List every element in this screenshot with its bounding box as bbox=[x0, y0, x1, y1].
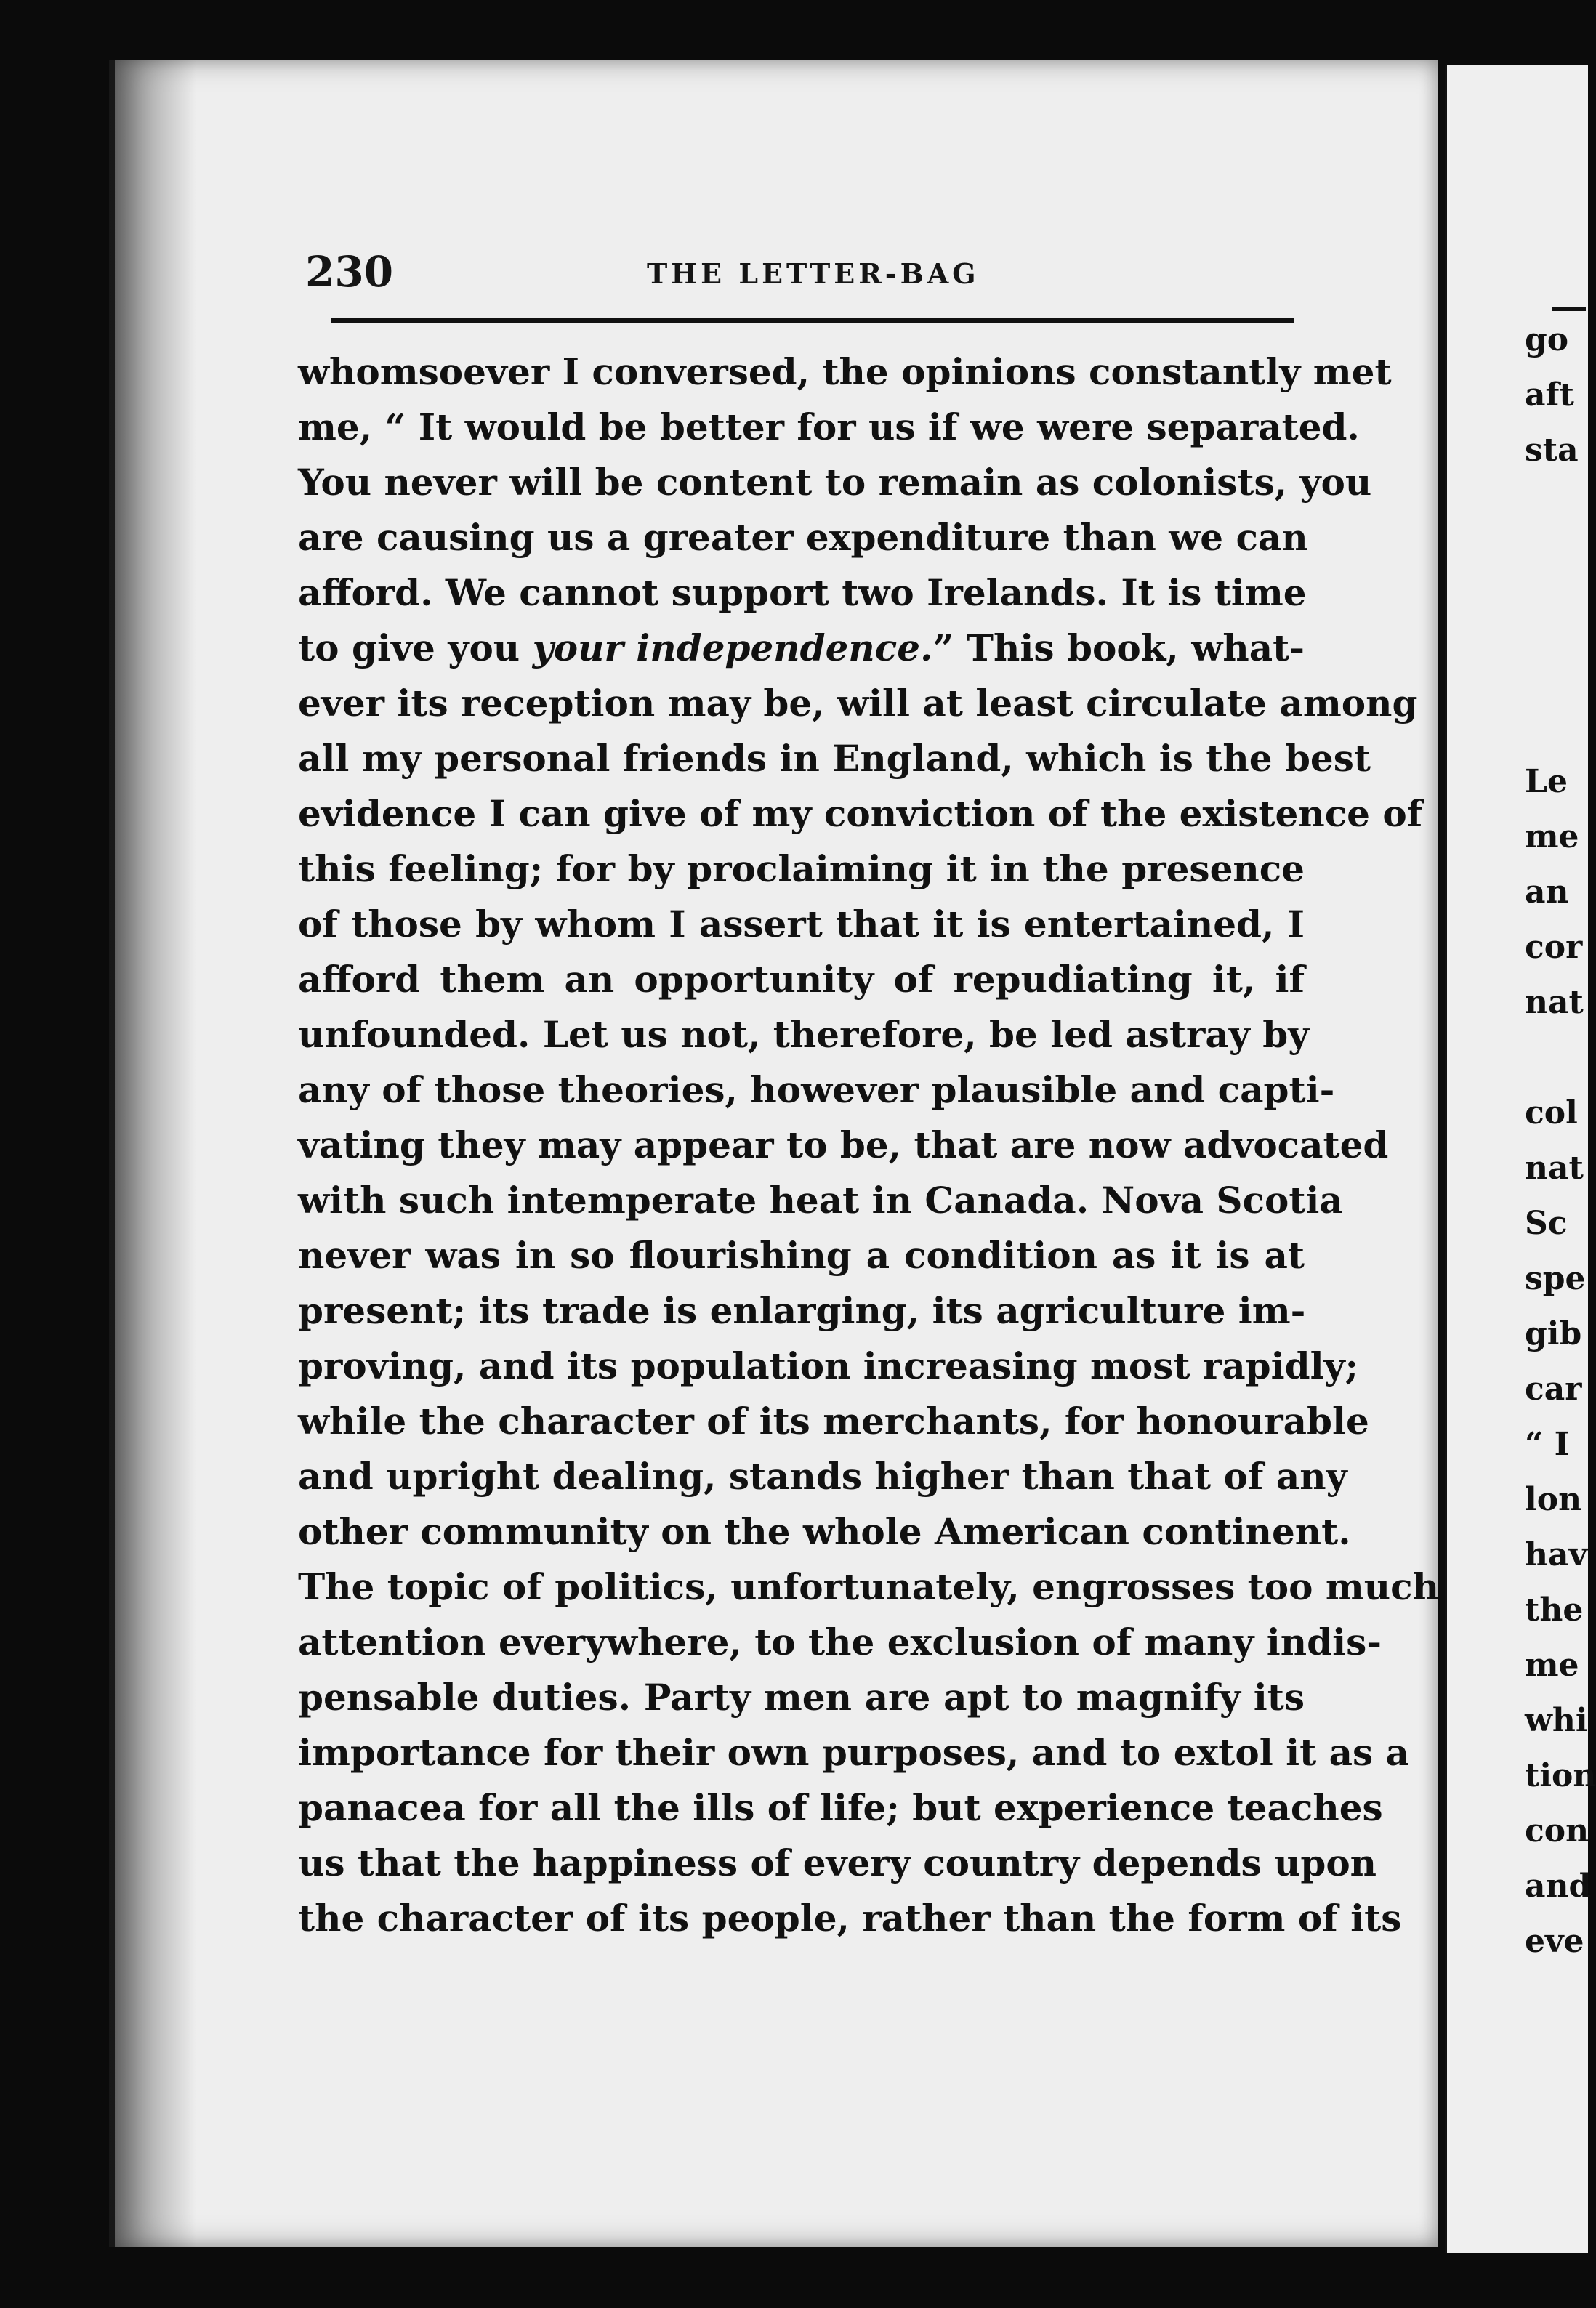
text-line: of those by whom I assert that it is entertained, I bbox=[298, 903, 1305, 945]
text-line: us that the happiness of every country depends upon bbox=[298, 1841, 1377, 1884]
text-line: present; its trade is enlarging, its agriculture im- bbox=[298, 1289, 1306, 1332]
facing-fragment: car bbox=[1525, 1371, 1582, 1408]
text-line: attention everywhere, to the exclusion of many indis- bbox=[298, 1621, 1382, 1663]
line-fragment-1 bbox=[298, 626, 1305, 669]
text-line: other community on the whole American continent. bbox=[298, 1510, 1351, 1553]
facing-fragment: nat bbox=[1525, 1150, 1584, 1187]
text-line: importance for their own purposes, and to extol it as a bbox=[298, 1731, 1410, 1774]
facing-fragment bbox=[1525, 699, 1586, 754]
facing-fragment bbox=[1525, 1030, 1586, 1086]
text-line: are causing us a greater expenditure than we can bbox=[298, 516, 1308, 559]
facing-fragment: whi bbox=[1525, 1702, 1588, 1739]
facing-fragment bbox=[1525, 533, 1586, 589]
facing-fragment: hav bbox=[1525, 1536, 1588, 1573]
text-line: afford them an opportunity of repudiating it, if bbox=[298, 958, 1305, 1001]
facing-fragment: tion bbox=[1525, 1757, 1596, 1794]
text-line: The topic of politics, unfortunately, engrosses too much bbox=[298, 1565, 1439, 1608]
facing-fragment: eve bbox=[1525, 1923, 1584, 1960]
facing-fragment: col bbox=[1525, 1094, 1578, 1131]
text-line: the character of its people, rather than the form of its bbox=[298, 1897, 1402, 1940]
text-line: whomsoever I conversed, the opinions constantly met bbox=[298, 350, 1392, 393]
text-line: You never will be content to remain as colonists, you bbox=[298, 461, 1372, 504]
facing-fragment: “ I bbox=[1525, 1426, 1570, 1463]
text-line: vating they may appear to be, that are now advocated bbox=[298, 1123, 1389, 1166]
facing-fragment: the bbox=[1525, 1591, 1584, 1629]
text-line: this feeling; for by proclaiming it in the presence bbox=[298, 847, 1305, 890]
text-line: pensable duties. Party men are apt to magnify its bbox=[298, 1676, 1305, 1719]
page-number: 230 bbox=[305, 247, 394, 296]
text-line: evidence I can give of my conviction of the existence of bbox=[298, 792, 1423, 835]
facing-fragment: nat bbox=[1525, 984, 1584, 1021]
facing-fragment: Sc bbox=[1525, 1205, 1568, 1242]
text-line: while the character of its merchants, for honourable bbox=[298, 1400, 1369, 1442]
facing-fragment: sta bbox=[1525, 432, 1579, 469]
text-line: me, “ It would be better for us if we were separated. bbox=[298, 405, 1360, 448]
facing-fragment: aft bbox=[1525, 376, 1574, 413]
facing-page-rule bbox=[1552, 307, 1586, 311]
facing-fragment: con bbox=[1525, 1812, 1589, 1849]
header-rule bbox=[331, 318, 1294, 323]
text-line bbox=[298, 621, 1305, 676]
text-line: proving, and its population increasing most rapidly; bbox=[298, 1344, 1359, 1387]
text-line: afford. We cannot support two Irelands. It is time bbox=[298, 571, 1307, 614]
text-line: any of those theories, however plausible and capti- bbox=[298, 1068, 1335, 1111]
facing-fragment bbox=[1525, 644, 1586, 699]
facing-fragment: spe bbox=[1525, 1260, 1586, 1297]
line-segment: ” This book, what- bbox=[932, 626, 1305, 669]
facing-fragment: go bbox=[1525, 321, 1569, 358]
text-line: and upright dealing, stands higher than that of any bbox=[298, 1455, 1347, 1498]
facing-fragment: me bbox=[1525, 1647, 1579, 1684]
italic-phrase: your independence. bbox=[532, 626, 933, 669]
facing-fragment: me bbox=[1525, 818, 1579, 855]
facing-fragment: and bbox=[1525, 1868, 1592, 1905]
text-line: panacea for all the ills of life; but experience teaches bbox=[298, 1786, 1383, 1829]
running-head bbox=[305, 233, 1286, 305]
facing-fragment: cor bbox=[1525, 929, 1583, 966]
text-line: all my personal friends in England, which is the best bbox=[298, 737, 1371, 780]
facing-fragment: gib bbox=[1525, 1315, 1582, 1352]
running-title: THE LETTER-BAG bbox=[647, 257, 980, 290]
text-line: with such intemperate heat in Canada. Nova Scotia bbox=[298, 1179, 1343, 1222]
text-line: unfounded. Let us not, therefore, be led astray by bbox=[298, 1013, 1310, 1056]
facing-fragment bbox=[1525, 478, 1586, 533]
facing-fragment: an bbox=[1525, 873, 1569, 911]
facing-fragment bbox=[1525, 589, 1586, 644]
text-line: ever its reception may be, will at least circulate among bbox=[298, 682, 1418, 725]
facing-page-text bbox=[1525, 312, 1596, 1969]
facing-fragment: lon bbox=[1525, 1481, 1582, 1518]
body-text bbox=[298, 344, 1439, 1946]
facing-fragment: Le bbox=[1525, 763, 1568, 800]
text-line: never was in so flourishing a condition as it is at bbox=[298, 1234, 1305, 1277]
line-segment: to give you bbox=[298, 626, 533, 669]
